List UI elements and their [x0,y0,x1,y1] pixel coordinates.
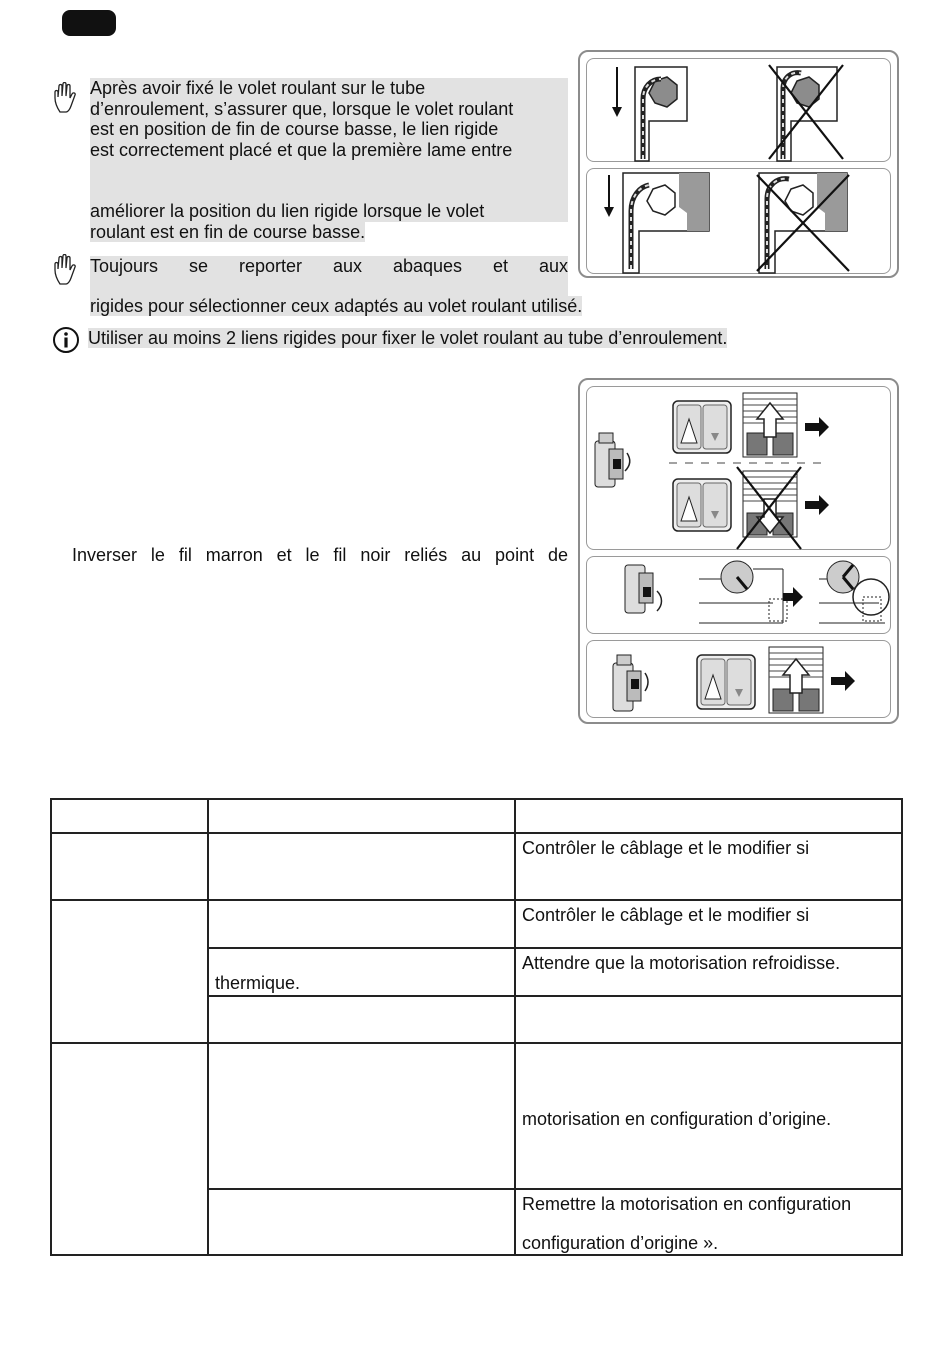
table-cell [208,1189,515,1255]
note2-line-2-wrap [90,296,690,317]
hand-warning-icon [52,82,80,114]
figure-direction-check [578,378,899,724]
table-cell [515,996,902,1043]
troubleshooting-table [50,798,903,1256]
note1-line-2: d’enroulement, s’assurer que, lorsque le volet roulant [90,99,568,120]
figure-rigid-link-bottom [586,168,891,274]
table-cell [51,900,208,1043]
table-cell-line: configuration d’origine ». [522,1233,719,1253]
figure-direction-bottom [586,640,891,718]
table-header-row [51,799,902,833]
hand-warning-icon [52,254,80,286]
note-rigid-link [90,78,568,242]
note1-line-3: est en position de fin de course basse, le lien rigide [90,119,568,140]
note1-gap [90,160,568,201]
table-cell [51,833,208,900]
rigid-link-diagram-bottom [587,169,892,275]
table-cell: Contrôler le câblage et le modifier si [515,900,902,948]
table-header-cell [51,799,208,833]
figure-direction-top [586,386,891,550]
table-cell [51,1043,208,1255]
note1-line-6: roulant est en fin de course basse. [90,221,366,242]
note2-line-1: Toujours se reporter aux abaques et aux [90,256,568,296]
table-row [51,1043,902,1189]
note1-line-4: est correctement placé et que la première lame entre [90,140,568,161]
note2-line-2: rigides pour sélectionner ceux adaptés au volet roulant utilisé. [90,296,583,316]
note1-line-6-wrap [90,222,568,243]
wiring-diagram [587,557,892,635]
info-text: Utiliser au moins 2 liens rigides pour fixer le volet roulant au tube d’enroulement. [88,328,728,348]
info-icon [52,326,80,354]
table-cell-line: Remettre la motorisation en configuration [522,1194,852,1214]
note1-line-1: Après avoir fixé le volet roulant sur le tube [90,78,568,99]
figure-wiring [586,556,891,634]
table-row [51,833,902,900]
section2-text: Inverser le fil marron et le fil noir reliés au point de [72,545,568,565]
table-cell [208,996,515,1043]
table-row [51,900,902,948]
page-badge [62,10,116,36]
table-header-cell [208,799,515,833]
table-cell: thermique. [208,948,515,996]
direction-diagram-top [587,387,892,551]
note1-line-5: améliorer la position du lien rigide lorsque le volet [90,201,568,222]
direction-diagram-bottom [587,641,892,719]
table-cell: motorisation en configuration d’origine. [515,1043,902,1189]
figure-rigid-link [578,50,899,278]
table-cell: Contrôler le câblage et le modifier si [515,833,902,900]
info-line-wrap [88,328,848,349]
table-cell [208,900,515,948]
table-cell [208,833,515,900]
rigid-link-diagram-top [587,59,892,163]
table-cell [208,1043,515,1189]
table-header-cell [515,799,902,833]
table-cell [515,1189,902,1255]
figure-rigid-link-top [586,58,891,162]
table-cell: Attendre que la motorisation refroidisse. [515,948,902,996]
